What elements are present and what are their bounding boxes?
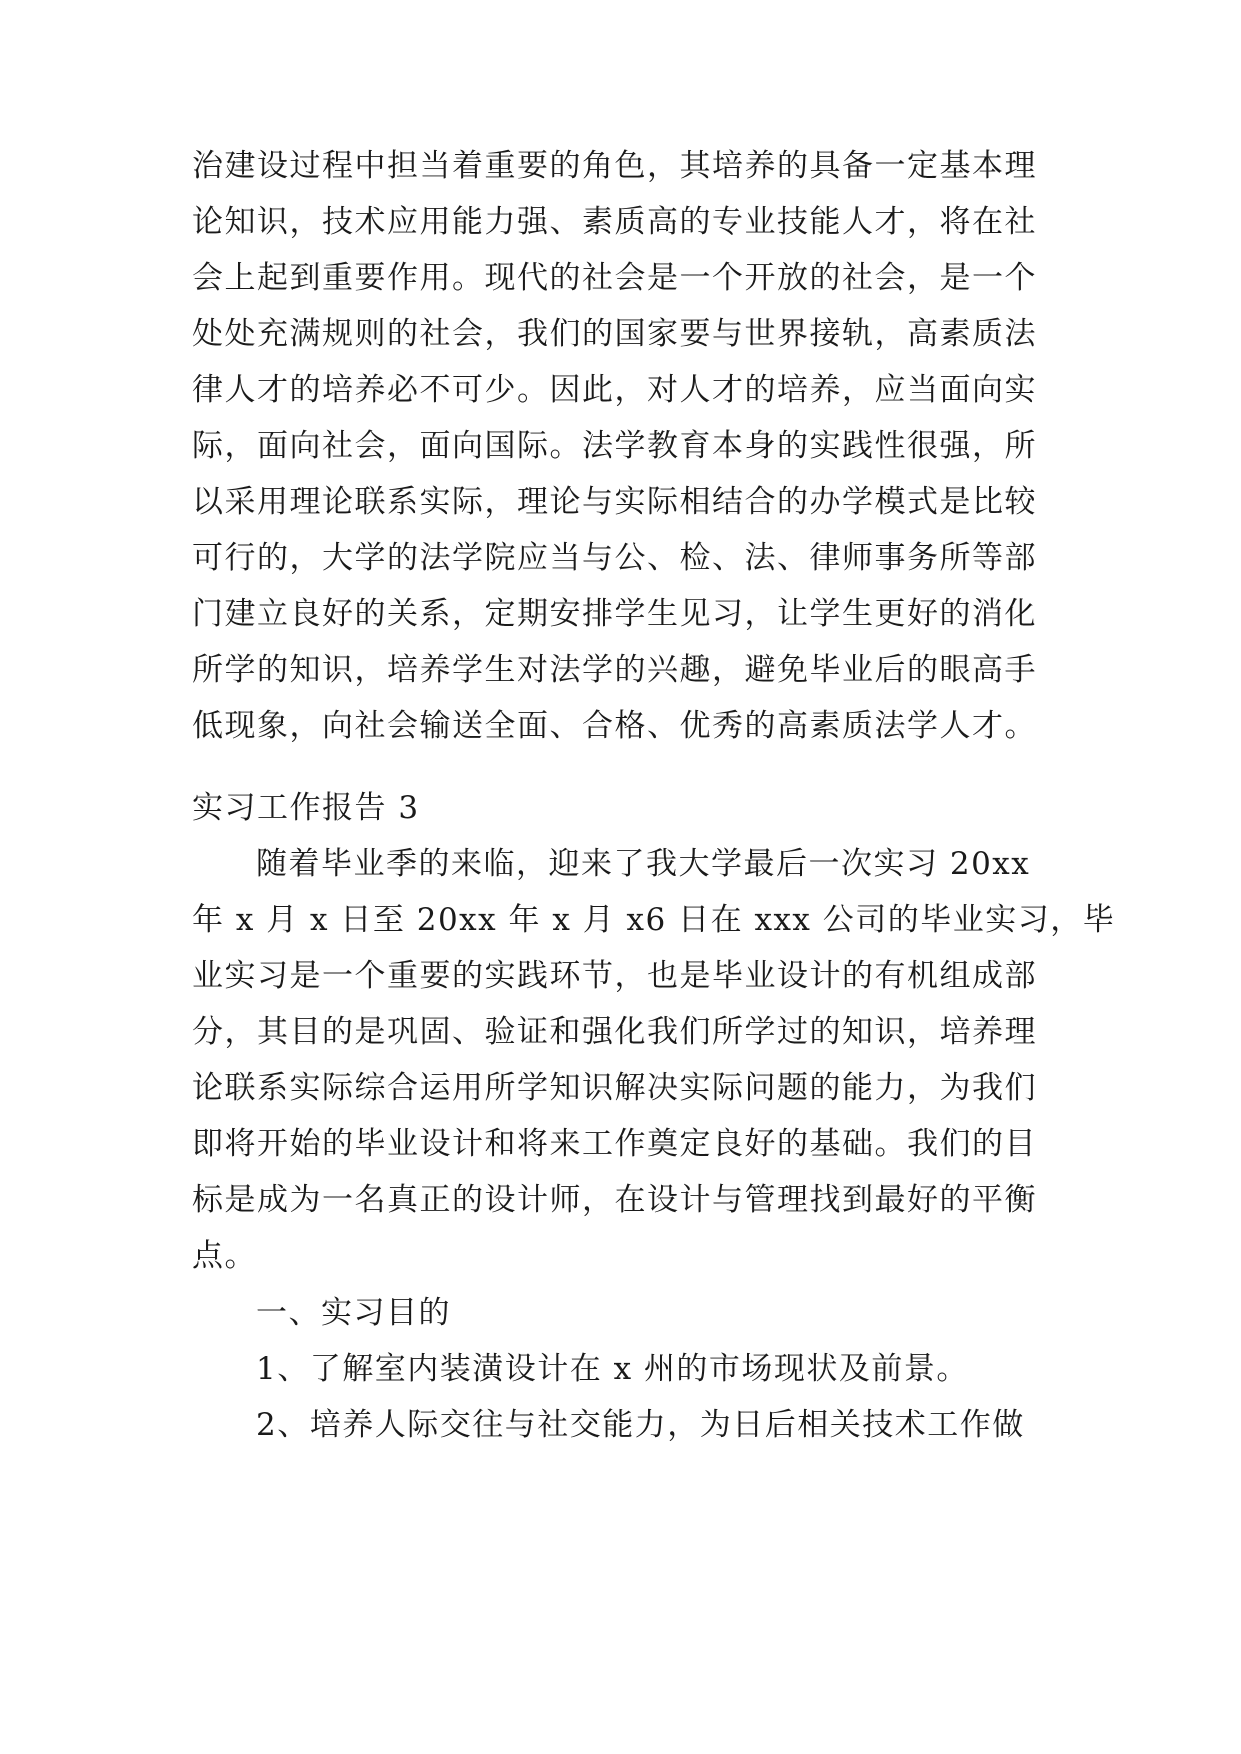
subsection-heading: 一、实习目的 xyxy=(256,1295,451,1331)
body-text-line: 治建设过程中担当着重要的角色，其培养的具备一定基本理 xyxy=(192,148,1037,184)
body-text-line: 即将开始的毕业设计和将来工作奠定良好的基础。我们的目 xyxy=(192,1126,1037,1162)
list-item: 1、了解室内装潢设计在 x 州的市场现状及前景。 xyxy=(256,1351,969,1387)
body-text-line: 业实习是一个重要的实践环节，也是毕业设计的有机组成部 xyxy=(192,958,1037,994)
body-text-line: 门建立良好的关系，定期安排学生见习，让学生更好的消化 xyxy=(192,596,1037,632)
body-text-line: 论联系实际综合运用所学知识解决实际问题的能力，为我们 xyxy=(192,1070,1037,1106)
body-text-line: 标是成为一名真正的设计师，在设计与管理找到最好的平衡 xyxy=(192,1182,1037,1218)
body-text-line: 年 x 月 x 日至 20xx 年 x 月 x6 日在 xxx 公司的毕业实习，毕 xyxy=(192,902,1116,938)
body-text-line: 以采用理论联系实际，理论与实际相结合的办学模式是比较 xyxy=(192,484,1037,520)
body-text-line: 论知识，技术应用能力强、素质高的专业技能人才，将在社 xyxy=(192,204,1037,240)
list-item: 2、培养人际交往与社交能力，为日后相关技术工作做 xyxy=(256,1407,1025,1443)
body-text-line: 分，其目的是巩固、验证和强化我们所学过的知识，培养理 xyxy=(192,1014,1037,1050)
body-text-line: 际，面向社会，面向国际。法学教育本身的实践性很强，所 xyxy=(192,428,1037,464)
body-text-line: 低现象，向社会输送全面、合格、优秀的高素质法学人才。 xyxy=(192,708,1037,744)
body-text-line: 点。 xyxy=(192,1238,257,1274)
body-text-line: 可行的，大学的法学院应当与公、检、法、律师事务所等部 xyxy=(192,540,1037,576)
body-text-line: 律人才的培养必不可少。因此，对人才的培养，应当面向实 xyxy=(192,372,1037,408)
body-text-line: 所学的知识，培养学生对法学的兴趣，避免毕业后的眼高手 xyxy=(192,652,1037,688)
section-heading: 实习工作报告 3 xyxy=(192,790,420,826)
body-text-line: 处处充满规则的社会，我们的国家要与世界接轨，高素质法 xyxy=(192,316,1037,352)
body-text-line: 会上起到重要作用。现代的社会是一个开放的社会，是一个 xyxy=(192,260,1037,296)
body-text-line: 随着毕业季的来临，迎来了我大学最后一次实习 20xx xyxy=(256,846,1031,882)
